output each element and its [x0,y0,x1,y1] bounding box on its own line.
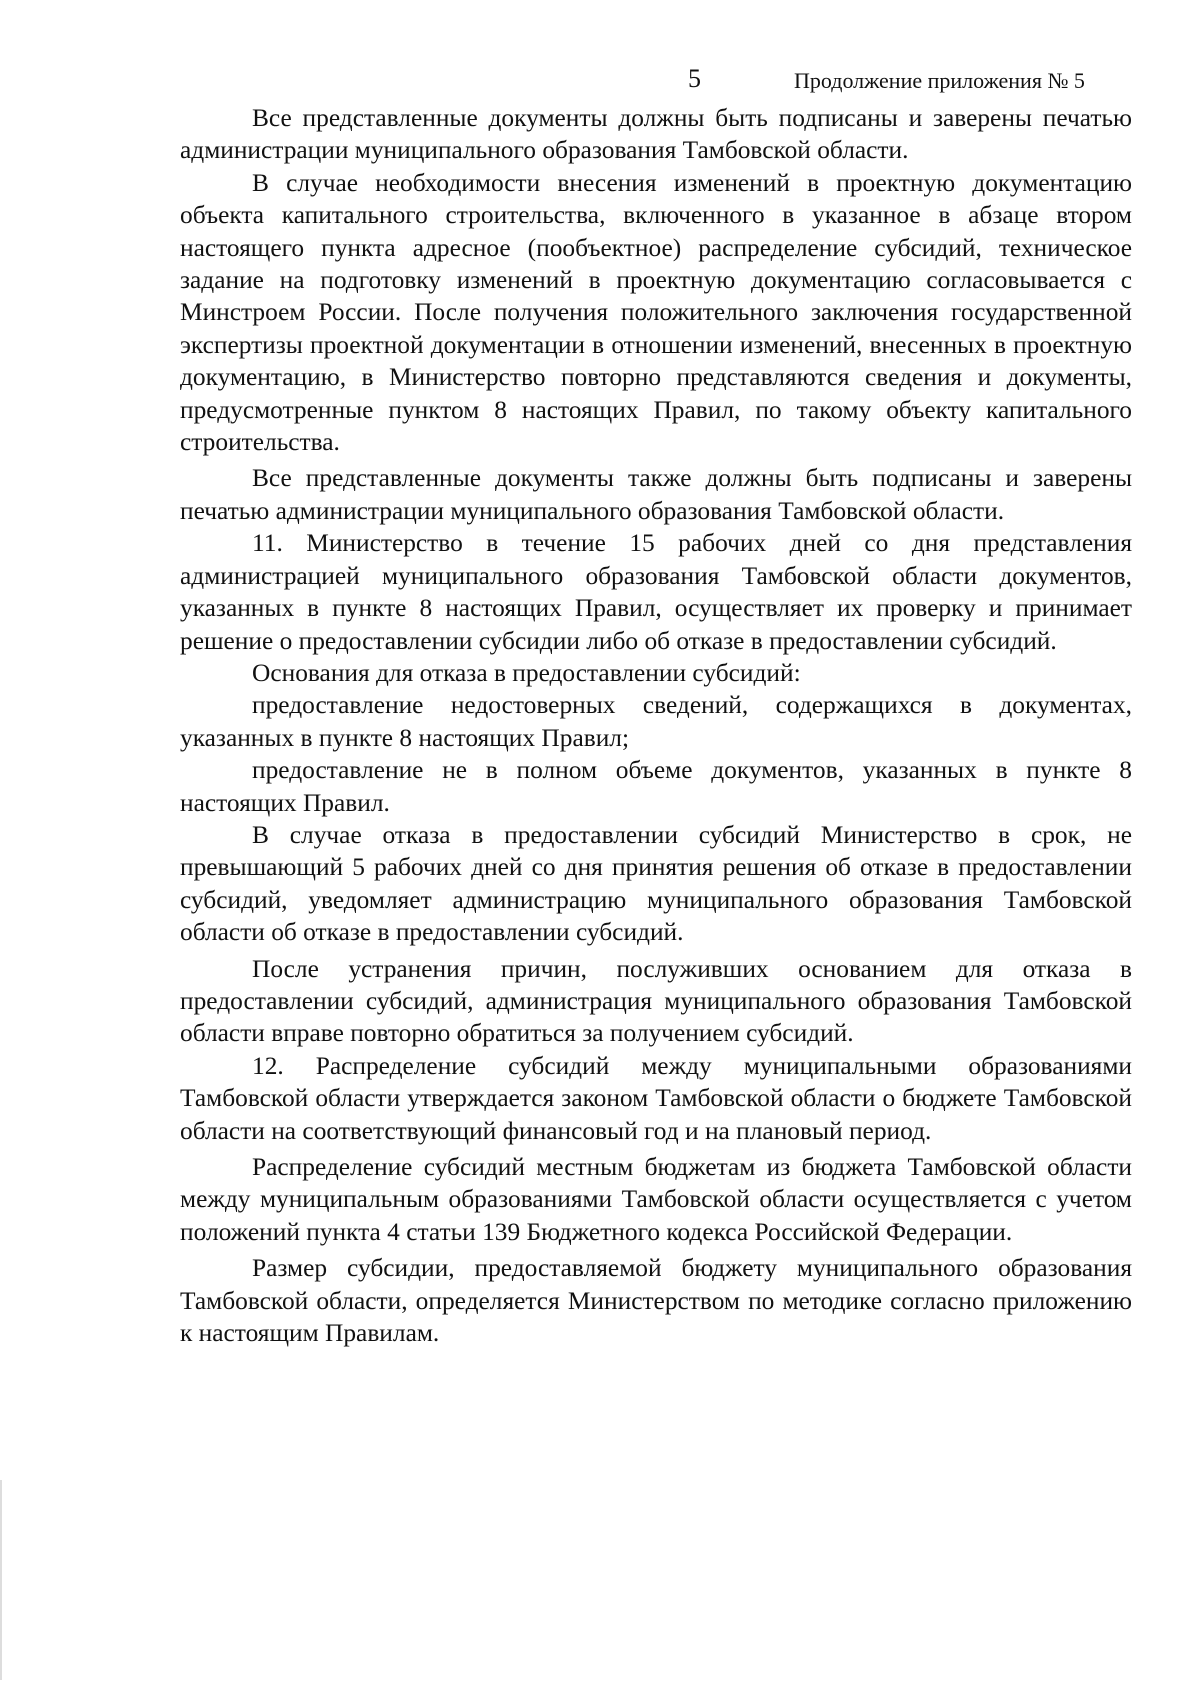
paragraph: В случае отказа в предоставлении субсидий Министерство в срок, не превышающий 5 рабочих дней со дня принятия решения об отказе в предоставлении субсидий, уведомляет администрацию муниципального образования Тамбовской области об отказе в предоставлении субсидий. [180,820,1132,947]
paragraph: Размер субсидии, предоставляемой бюджету муниципального образования Тамбовской области, определяется Министерством по методике согласно приложению к настоящим Правилам. [180,1254,1132,1348]
paragraph: предоставление не в полном объеме документов, указанных в пункте 8 настоящих Правил. [180,756,1132,817]
paragraph: Распределение субсидий местным бюджетам из бюджета Тамбовской области между муниципальным образованиями Тамбовской области осуществляется с учетом положений пункта 4 статьи 139 Бюджетного кодекса Российской Федерации. [180,1153,1132,1246]
paragraph: 11. Министерство в течение 15 рабочих дней со дня представления администрацией муниципального образования Тамбовской области документов, указанных в пункте 8 настоящих Правил, осуществляет их проверку и принимает решение о предоставлении субсидии либо об отказе в предоставлении субсидий. [180,529,1132,655]
paragraph: предоставление недостоверных сведений, содержащихся в документах, указанных в пункте 8 настоящих Правил; [180,691,1132,752]
page-number: 5 [688,64,701,93]
continuation-label: Продолжение приложения № 5 [794,68,1085,93]
paragraph: Все представленные документы должны быть подписаны и заверены печатью администрации муниципального образования Тамбовской области. [180,104,1132,165]
paragraph: 12. Распределение субсидий между муниципальными образованиями Тамбовской области утверждается законом Тамбовской области о бюджете Тамбовской области на соответствующий финансовый год и на плановый период. [180,1051,1132,1145]
paragraph: В случае необходимости внесения изменений в проектную документацию объекта капитального строительства, включенного в указанное в абзаце втором настоящего пункта адресное (пообъектное) распределение субсидий, техническое задание на подготовку изменений в проектную документацию согласовывается с Минстроем России. После получения положительного заключения государственной экспертизы проектной документации в отношении изменений, внесенных в проектную документацию, в Министерство повторно представляются сведения и документы, предусмотренные пунктом 8 настоящих Правил, по такому объекту капитального строительства. [180,168,1132,457]
document-body [180,102,1132,1349]
paragraph: Все представленные документы также должны быть подписаны и заверены печатью администрации муниципального образования Тамбовской области. [180,464,1132,525]
paragraph: После устранения причин, послуживших основанием для отказа в предоставлении субсидий, администрация муниципального образования Тамбовской области вправе повторно обратиться за получением субсидий. [180,954,1132,1048]
scan-edge-line [0,1480,2,1680]
paragraph: Основания для отказа в предоставлении субсидий: [252,658,801,687]
